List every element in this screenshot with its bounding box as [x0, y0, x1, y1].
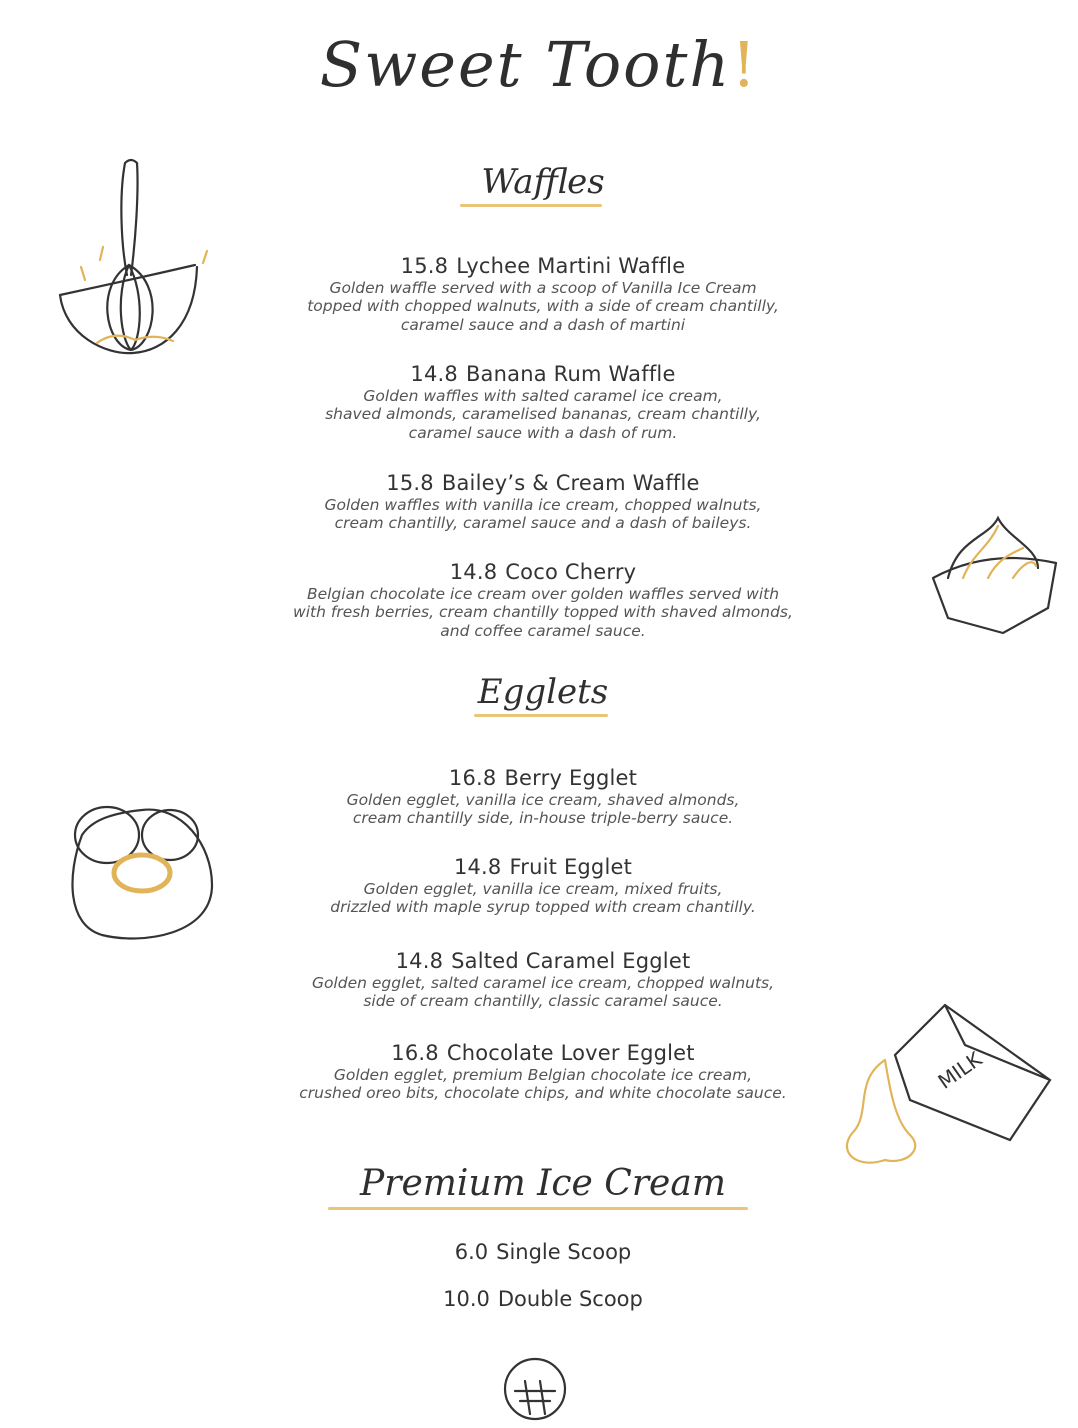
item-name: Berry Egglet — [504, 766, 638, 790]
item-description: Golden egglet, salted caramel ice cream, chopped walnuts, side of cream chantilly, classic caramel sauce. — [311, 974, 775, 1011]
item-name: Salted Caramel Egglet — [451, 949, 691, 973]
item-description: Golden egglet, vanilla ice cream, shaved almonds, cream chantilly side, in-house triple-berry sauce. — [346, 791, 740, 828]
item-name: Fruit Egglet — [509, 855, 633, 879]
menu-item — [250, 361, 836, 442]
whisk-bowl-icon — [55, 155, 215, 365]
section-heading-egglets: Egglets — [477, 672, 609, 712]
menu-title — [0, 28, 1078, 101]
section-heading-waffles: Waffles — [481, 162, 605, 202]
logo-icon — [500, 1356, 570, 1421]
menu-item — [250, 559, 836, 640]
item-name: Double Scoop — [497, 1287, 643, 1311]
title-exclaim: ! — [731, 28, 759, 101]
waffles-underline — [460, 204, 602, 207]
item-name: Lychee Martini Waffle — [456, 254, 686, 278]
title-text: Sweet Tooth — [319, 28, 732, 101]
ice-cream-cup-icon — [928, 508, 1058, 643]
item-name: Banana Rum Waffle — [465, 362, 676, 386]
menu-item — [250, 765, 836, 828]
item-description: Golden waffles with vanilla ice cream, chopped walnuts, cream chantilly, caramel sauce and a dash of baileys. — [324, 496, 762, 533]
item-description: Golden egglet, premium Belgian chocolate ice cream, crushed oreo bits, chocolate chips, and white chocolate sauce. — [299, 1066, 787, 1103]
item-name: Chocolate Lover Egglet — [446, 1041, 695, 1065]
item-price: 16.8 — [391, 1041, 439, 1065]
item-name: Single Scoop — [496, 1240, 632, 1264]
menu-item — [250, 470, 836, 533]
item-price: 10.0 — [443, 1287, 490, 1311]
milk-carton-icon — [815, 1000, 1060, 1180]
item-name: Coco Cherry — [505, 560, 637, 584]
item-price: 16.8 — [448, 766, 497, 790]
egg-icon — [62, 795, 217, 945]
milk-label: MILK — [933, 1046, 987, 1094]
item-description: Golden egglet, vanilla ice cream, mixed fruits, drizzled with maple syrup topped with cream chantilly. — [330, 880, 756, 917]
item-price: 14.8 — [395, 949, 444, 973]
item-price: 14.8 — [453, 855, 502, 879]
menu-item — [250, 253, 836, 334]
menu-item — [250, 948, 836, 1011]
item-price: 15.8 — [400, 254, 449, 278]
item-price: 14.8 — [410, 362, 458, 386]
item-name: Bailey’s & Cream Waffle — [441, 471, 700, 495]
ice-cream-underline — [328, 1207, 748, 1210]
item-price: 15.8 — [386, 471, 434, 495]
menu-item — [250, 1040, 836, 1103]
egglets-underline — [474, 714, 608, 717]
item-price: 6.0 — [454, 1240, 489, 1264]
menu-item — [250, 854, 836, 917]
section-heading-ice-cream: Premium Ice Cream — [360, 1163, 726, 1204]
item-description: Belgian chocolate ice cream over golden waffles served with with fresh berries, cream chantilly topped with shaved almonds, and coffee caramel sauce. — [293, 585, 793, 640]
item-description: Golden waffles with salted caramel ice cream, shaved almonds, caramelised bananas, cream chantilly, caramel sauce with a dash of rum. — [325, 387, 761, 442]
menu-item — [250, 1240, 836, 1264]
item-price: 14.8 — [449, 560, 498, 584]
item-description: Golden waffle served with a scoop of Vanilla Ice Cream topped with chopped walnuts, with a side of cream chantilly, caramel sauce and a dash of martini — [307, 279, 779, 334]
menu-item — [250, 1287, 836, 1311]
